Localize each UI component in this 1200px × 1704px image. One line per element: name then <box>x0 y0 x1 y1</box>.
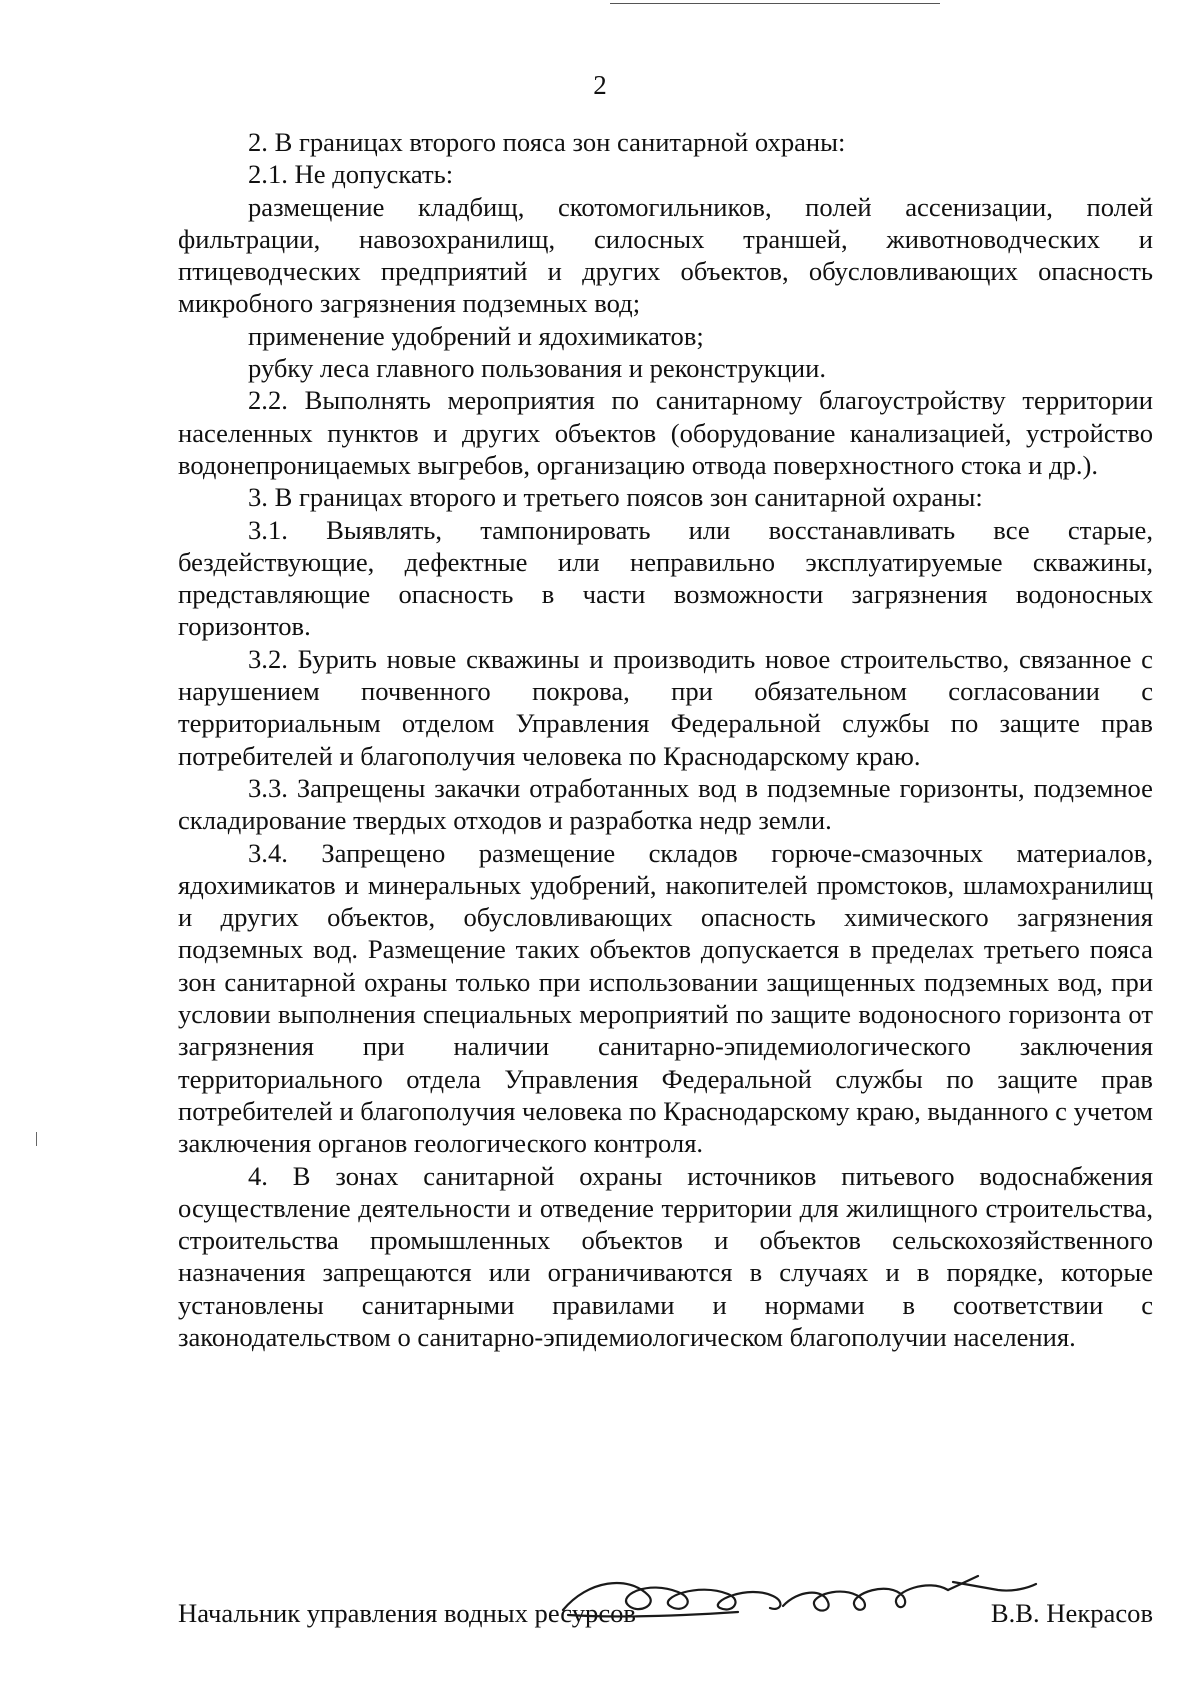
signatory-title: Начальник управления водных ресурсов <box>178 1598 636 1628</box>
page-number: 2 <box>593 70 607 100</box>
paragraph-3: 3. В границах второго и третьего поясов зон санитарной охраны: <box>248 482 983 513</box>
margin-mark <box>36 1132 37 1146</box>
paragraph-2-1-burials: размещение кладбищ, скотомогильников, полей ассенизации, полей фильтрации, навозохранилищ, силосных траншей, животноводческих и птицеводческих предприятий и других объектов, обусловливающих опасность микробного загрязнения подземных вод; <box>178 191 1153 319</box>
paragraph-3-2: 3.2. Бурить новые скважины и производить новое строительство, связанное с нарушением почвенного покрова, при обязательном согласовании с территориальным отделом Управления Федеральной службы по защите прав потребителей и благополучия человека по Краснодарскому краю. <box>178 643 1153 771</box>
document-body <box>178 126 1153 1353</box>
paragraph-2-1-fertilizers: применение удобрений и ядохимикатов; <box>248 320 704 351</box>
paragraph-2-1-logging: рубку леса главного пользования и реконструкции. <box>248 353 827 384</box>
paragraph-2: 2. В границах второго пояса зон санитарной охраны: <box>248 127 846 157</box>
paragraph-3-1: 3.1. Выявлять, тампонировать или восстанавливать все старые, бездействующие, дефектные или неправильно эксплуатируемые скважины, представляющие опасность в части возможности загрязнения водоносных горизонтов. <box>178 514 1153 642</box>
paragraph-2-2: 2.2. Выполнять мероприятия по санитарному благоустройству территории населенных пунктов и других объектов (оборудование канализацией, устройство водонепроницаемых выгребов, организацию отвода поверхностного стока и др.). <box>178 385 1153 480</box>
paragraph-4: 4. В зонах санитарной охраны источников питьевого водоснабжения осуществление деятельности и отведение территории для жилищного строительства, строительства промышленных объектов и объектов сельскохозяйственного назначения запрещаются или ограничиваются в случаях и в порядке, которые установлены санитарными правилами и нормами в соответствии с законодательством о санитарно-эпидемиологическом благополучии населения. <box>178 1160 1153 1352</box>
handwritten-signature <box>558 1570 1038 1630</box>
paragraph-2-1: 2.1. Не допускать: <box>248 159 454 190</box>
paragraph-3-4: 3.4. Запрещено размещение складов горюче-смазочных материалов, ядохимикатов и минеральных удобрений, накопителей промстоков, шламохранилищ и других объектов, обусловливающих опасность химического загрязнения подземных вод. Размещение таких объектов допускается в пределах третьего пояса зон санитарной охраны только при использовании защищенных подземных вод, при условии выполнения специальных мероприятий по защите водоносного горизонта от загрязнения при наличии санитарно-эпидемиологического заключения территориального отдела Управления Федеральной службы по защите прав потребителей и благополучия человека по Краснодарскому краю, выданного с учетом заключения органов геологического контроля. <box>178 837 1153 1159</box>
paragraph-3-3: 3.3. Запрещены закачки отработанных вод в подземные горизонты, подземное складирование твердых отходов и разработка недр земли. <box>178 772 1153 836</box>
top-scan-line <box>610 3 940 4</box>
signatory-name: В.В. Некрасов <box>990 1598 1153 1628</box>
signature-block <box>178 1586 1153 1646</box>
